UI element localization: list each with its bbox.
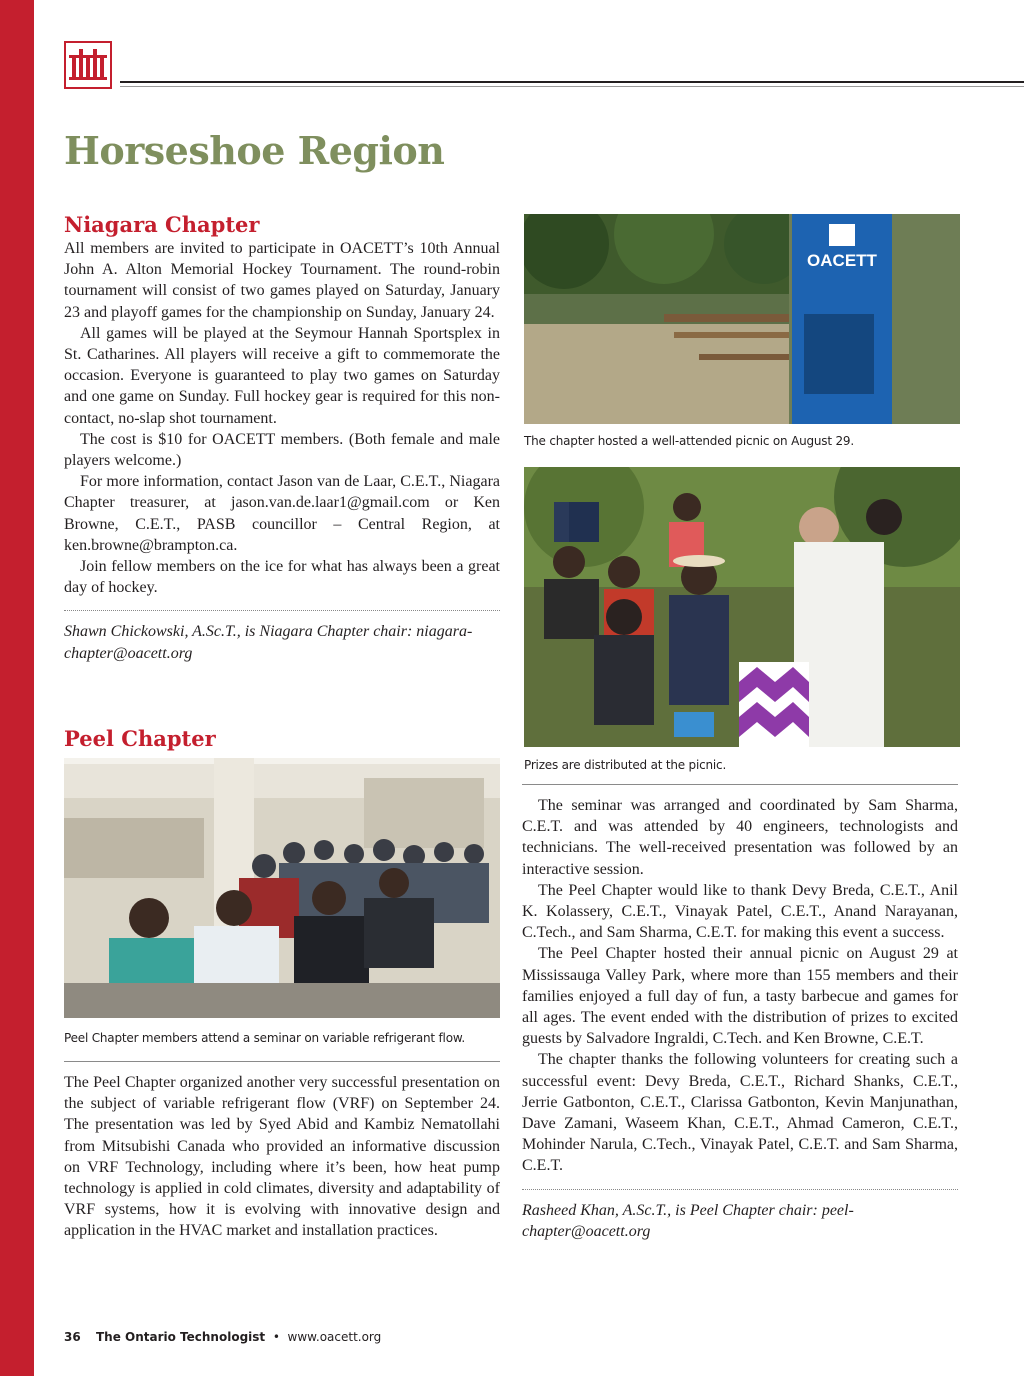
peel-paragraph-4: The Peel Chapter hosted their annual picnic on August 29 at Mississauga Valley Park, where more than 155 members and their families enjoyed a full day of fun, a tasty barbecue and games for all ages. The event ended with the distribution of prizes to excited guests by Salvadore Ingraldi, C.Tech. and Ken Browne, C.E.T. (522, 945, 958, 1048)
publication-name: The Ontario Technologist (95, 1330, 266, 1344)
niagara-paragraph-5: Join fellow members on the ice for what has always been a great day of hockey. (64, 558, 500, 597)
prizes-photo (524, 467, 960, 747)
peel-author-note: Rasheed Khan, A.Sc.T., is Peel Chapter chair: peel-chapter@oacett.org (522, 1201, 854, 1240)
seminar-photo-caption: Peel Chapter members attend a seminar on variable refrigerant flow. (64, 1031, 465, 1045)
peel-heading: Peel Chapter (64, 726, 216, 751)
picnic-photo-caption: The chapter hosted a well-attended picnic on August 29. (524, 434, 854, 448)
prizes-photo-caption: Prizes are distributed at the picnic. (524, 758, 727, 772)
oacett-logo-icon (64, 41, 112, 89)
header-rule-thin (120, 86, 1024, 87)
peel-divider (522, 1189, 958, 1190)
niagara-paragraph-2: All games will be played at the Seymour Hannah Sportsplex in St. Catharines. All players will receive a gift to commemorate the occasion. Everyone is guaranteed to play two games on Saturday and one game on Sunday. Full hockey gear is required for this non-contact, no-slap shot tournament. (64, 324, 500, 427)
picnic-photo (524, 214, 960, 424)
footer-separator: • (272, 1330, 280, 1344)
niagara-heading: Niagara Chapter (64, 212, 260, 237)
banner-brand: OACETT (807, 251, 877, 270)
page-footer (64, 1330, 381, 1344)
red-margin-bar (0, 0, 34, 1376)
peel-paragraph-3: The Peel Chapter would like to thank Devy Breda, C.E.T., Anil K. Kolassery, C.E.T., Vinayak Patel, C.E.T., Anand Narayanan, C.Tech., and Sam Sharma, C.E.T. for making this event a success. (522, 881, 958, 942)
peel-paragraph-5: The chapter thanks the following volunteers for creating such a successful event: Devy Breda, C.E.T., Richard Shanks, C.E.T., Jerrie Gatbonton, C.E.T., Clarissa Gatbonton, Kevin Manjunathan, Dave Zamani, Waseem Khan, C.E.T., Ahmad Cameron, C.E.T., Mohinder Narula, C.Tech., Vinayak Patel, C.E.T. and Sam Sharma, C.E.T. (522, 1051, 958, 1175)
niagara-paragraph-4: For more information, contact Jason van de Laar, C.E.T., Niagara Chapter treasurer, at jason.van.de.laar1@gmail.com or Ken Browne, C.E.T., PASB councillor – Central Region, at ken.browne@brampton.ca. (64, 473, 500, 554)
prizes-caption-rule (522, 784, 958, 785)
peel-right-text (522, 795, 958, 1242)
peel-heading-block (64, 726, 500, 752)
footer-url[interactable]: www.oacett.org (287, 1330, 382, 1344)
header-rule (120, 81, 1024, 83)
peel-left-text (64, 1072, 500, 1242)
page-title: Horseshoe Region (64, 128, 445, 173)
peel-paragraph-1: The Peel Chapter organized another very successful presentation on the subject of variable refrigerant flow (VRF) on September 24. The presentation was led by Syed Abid and Kambiz Nematollahi from Mitsubishi Canada who provided an informative discussion on VRF Technology, including where it’s been, how heat pump technology is applied in cold climates, diversity and adaptability of VRF systems, how it is evolving with innovative design and application in the HVAC market and installation practices. (64, 1074, 500, 1240)
niagara-paragraph-1: All members are invited to participate in OACETT’s 10th Annual John A. Alton Memorial Hockey Tournament. The round-robin tournament will consist of two games played on Saturday, January 23 and playoff games for the championship on Sunday, January 24. (64, 240, 500, 321)
page-number: 36 (64, 1330, 81, 1344)
niagara-author-note: Shawn Chickowski, A.Sc.T., is Niagara Chapter chair: niagara-chapter@oacett.org (64, 623, 473, 662)
peel-paragraph-2: The seminar was arranged and coordinated by Sam Sharma, C.E.T. and was attended by 40 engineers, technologists and technicians. The well-received presentation was followed by an interactive session. (522, 797, 958, 878)
niagara-paragraph-3: The cost is $10 for OACETT members. (Both female and male players welcome.) (64, 430, 500, 470)
niagara-section (64, 212, 500, 664)
seminar-photo (64, 758, 500, 1018)
niagara-divider (64, 610, 500, 611)
seminar-caption-rule (64, 1061, 500, 1062)
